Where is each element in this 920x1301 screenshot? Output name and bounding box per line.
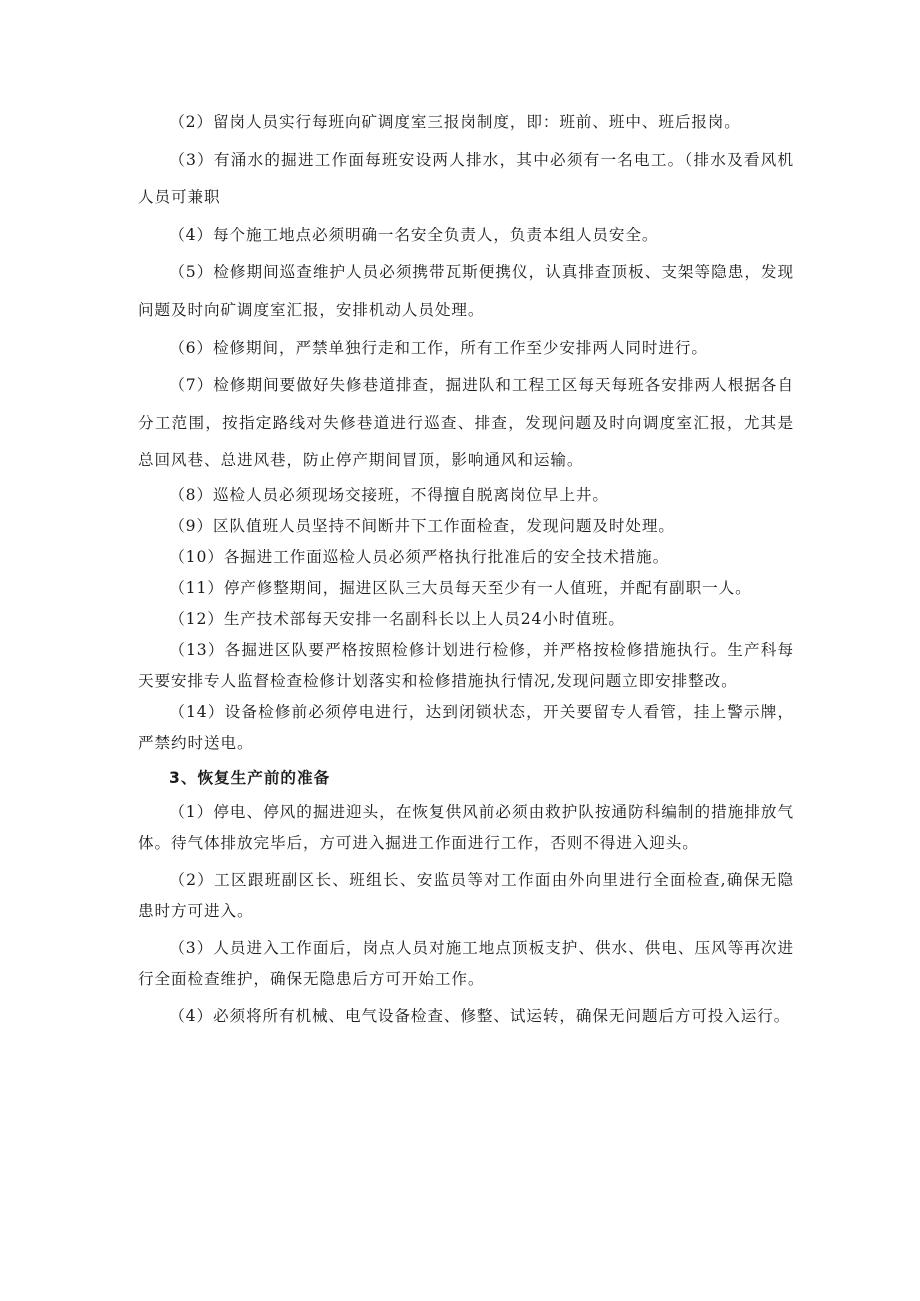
paragraph-item-11: （11）停产修整期间，掘进区队三大员每天至少有一人值班，并配有副职一人。 [169,578,752,597]
paragraph-item-7: （7）检修期间要做好失修巷道排查，掘进队和工程工区每天每班各安排两人根据各自分工范围，按指定路线对失修巷道进行巡查、排查，发现问题及时向调度室汇报，尤其是总回风巷、总进风巷，防止停产期间冒顶，影响通风和运输。 [138,376,794,470]
section-heading: 3、恢复生产前的准备 [169,768,331,787]
paragraph-item-9: （9）区队值班人员坚持不间断井下工作面检查，发现问题及时处理。 [169,516,675,535]
paragraph-item-5: （5）检修期间巡查维护人员必须携带瓦斯便携仪，认真排查顶板、支架等隐患，发现问题及时向矿调度室汇报，安排机动人员处理。 [138,263,794,319]
paragraph-restore-2: （2）工区跟班副区长、班组长、安监员等对工作面由外向里进行全面检查,确保无隐患时方可进入。 [138,870,794,920]
paragraph-restore-4: （4）必须将所有机械、电气设备检查、修整、试运转，确保无问题后方可投入运行。 [169,1006,791,1025]
paragraph-item-14: （14）设备检修前必须停电进行，达到闭锁状态，开关要留专人看管，挂上警示牌，严禁约时送电。 [138,702,794,752]
paragraph-item-8: （8）巡检人员必须现场交接班，不得擅自脱离岗位早上井。 [169,485,609,504]
paragraph-item-2: （2）留岗人员实行每班向矿调度室三报岗制度，即：班前、班中、班后报岗。 [169,113,741,131]
document-body [138,104,794,1032]
paragraph-restore-1: （1）停电、停风的掘进迎头，在恢复供风前必须由救护队按通防科编制的措施排放气体。待气体排放完毕后，方可进入掘进工作面进行工作，否则不得进入迎头。 [138,802,794,852]
paragraph-item-3: （3）有涌水的掘进工作面每班安设两人排水，其中必须有一名电工。（排水及看风机人员可兼职 [138,150,794,207]
paragraph-item-6: （6）检修期间，严禁单独行走和工作，所有工作至少安排两人同时进行。 [169,338,708,357]
paragraph-item-10: （10）各掘进工作面巡检人员必须严格执行批准后的安全技术措施。 [169,547,670,566]
paragraph-restore-3: （3）人员进入工作面后，岗点人员对施工地点顶板支护、供水、供电、压风等再次进行全面检查维护，确保无隐患后方可开始工作。 [138,938,794,988]
paragraph-item-12: （12）生产技术部每天安排一名副科长以上人员24小时值班。 [169,609,625,628]
paragraph-item-4: （4）每个施工地点必须明确一名安全负责人，负责本组人员安全。 [169,225,659,244]
paragraph-item-13: （13）各掘进区队要严格按照检修计划进行检修，并严格按检修措施执行。生产科每天要安排专人监督检查检修计划落实和检修措施执行情况,发现问题立即安排整改。 [138,640,794,690]
